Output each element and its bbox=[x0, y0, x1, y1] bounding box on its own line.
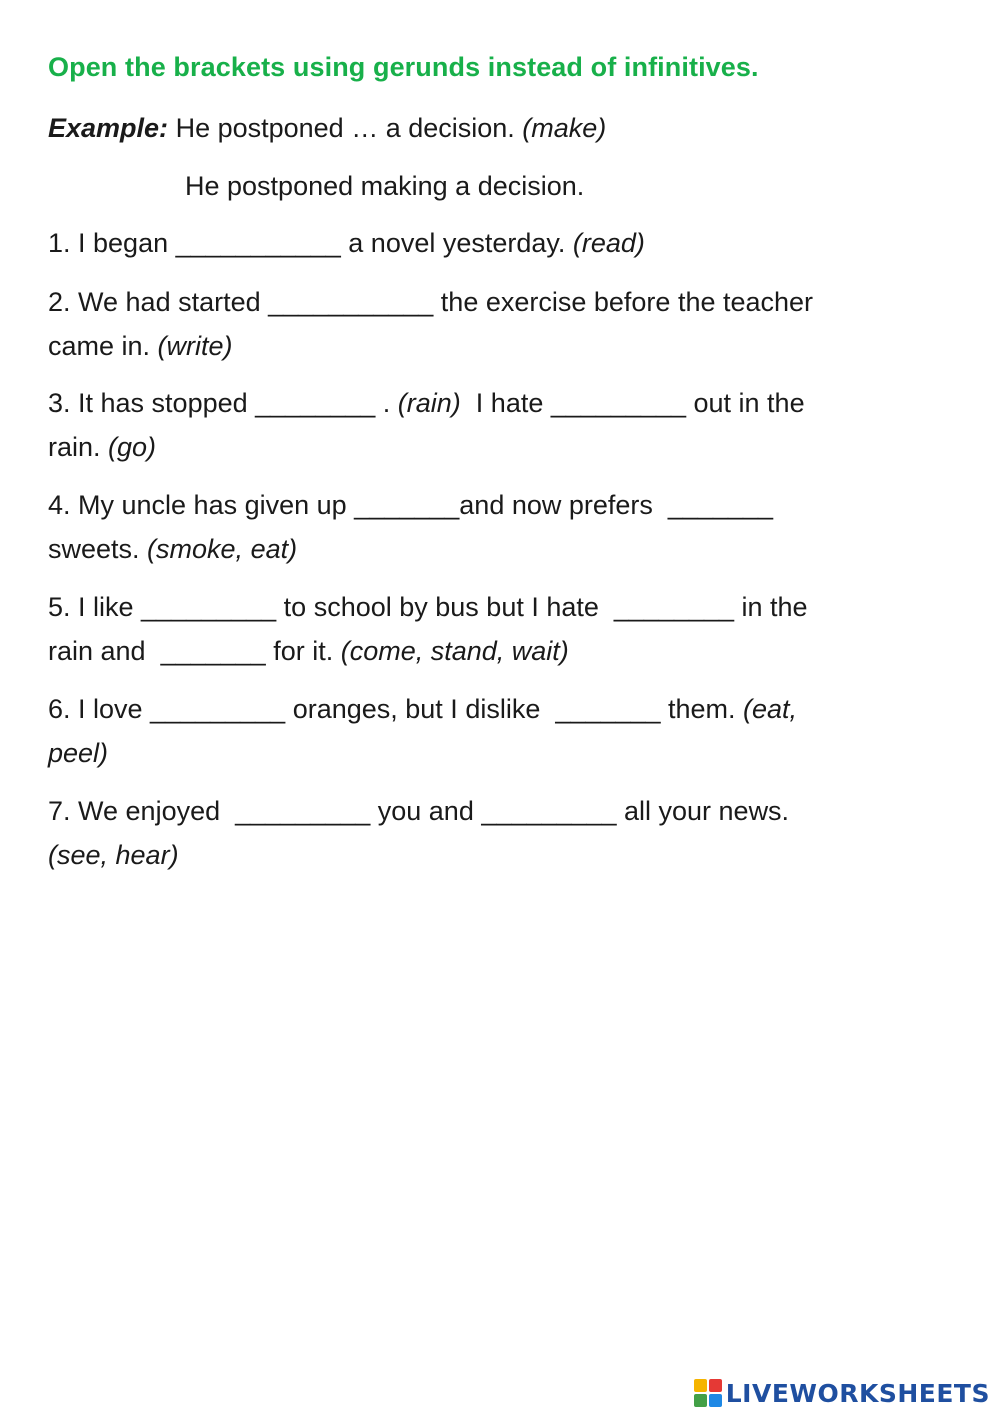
item-row bbox=[48, 527, 928, 571]
item-row bbox=[48, 221, 928, 265]
logo-square-blue bbox=[709, 1394, 722, 1407]
item-text[interactable]: 2. We had started ___________ the exercise before the teacher bbox=[48, 287, 814, 317]
item-row bbox=[48, 324, 928, 368]
item-text-continued[interactable]: I hate _________ out in the bbox=[460, 388, 805, 418]
item-hint: (come, stand, wait) bbox=[340, 636, 569, 666]
item-row bbox=[48, 687, 928, 731]
brand-name: LIVEWORKSHEETS bbox=[725, 1378, 990, 1408]
item-row bbox=[48, 381, 928, 425]
exercise-item-7 bbox=[48, 789, 928, 877]
item-text[interactable]: 4. My uncle has given up _______and now prefers _______ bbox=[48, 490, 774, 520]
item-row bbox=[48, 280, 928, 324]
item-hint: (eat, bbox=[743, 694, 798, 724]
item-row bbox=[48, 425, 928, 469]
item-text[interactable]: 6. I love _________ oranges, but I dislike _______ them. bbox=[48, 694, 743, 724]
item-text: sweets. bbox=[48, 534, 148, 564]
item-hint: peel) bbox=[48, 738, 109, 768]
example-line bbox=[48, 106, 606, 150]
item-row bbox=[48, 833, 928, 877]
example-answer: He postponed making a decision. bbox=[185, 171, 585, 201]
exercise-item-3 bbox=[48, 381, 928, 469]
item-hint: (see, hear) bbox=[48, 840, 179, 870]
exercise-item-2 bbox=[48, 280, 928, 368]
item-hint: (write) bbox=[157, 331, 233, 361]
exercise-item-1 bbox=[48, 221, 928, 265]
item-text: came in. bbox=[48, 331, 158, 361]
item-text[interactable]: 5. I like _________ to school by bus but I hate ________ in the bbox=[48, 592, 808, 622]
item-text[interactable]: 3. It has stopped ________ . bbox=[48, 388, 398, 418]
logo-square-green bbox=[694, 1394, 707, 1407]
example-label: Example: bbox=[48, 113, 169, 143]
example-sentence: He postponed … a decision. bbox=[168, 113, 523, 143]
item-text: rain. bbox=[48, 432, 109, 462]
liveworksheets-logo-icon bbox=[694, 1379, 722, 1407]
item-row bbox=[48, 629, 928, 673]
item-text[interactable]: rain and _______ for it. bbox=[48, 636, 341, 666]
item-row bbox=[48, 789, 928, 833]
item-hint: (go) bbox=[108, 432, 157, 462]
logo-square-red bbox=[709, 1379, 722, 1392]
example-hint: (make) bbox=[522, 113, 607, 143]
liveworksheets-brand bbox=[694, 1376, 990, 1410]
item-hint: (smoke, eat) bbox=[147, 534, 298, 564]
item-text[interactable]: 7. We enjoyed _________ you and _________ all your news. bbox=[48, 796, 790, 826]
exercise-item-4 bbox=[48, 483, 928, 571]
item-row bbox=[48, 483, 928, 527]
exercise-item-6 bbox=[48, 687, 928, 775]
item-hint: (rain) bbox=[397, 388, 461, 418]
item-hint: (read) bbox=[572, 228, 645, 258]
instruction-heading: Open the brackets using gerunds instead of infinitives. bbox=[48, 52, 759, 82]
item-row bbox=[48, 731, 928, 775]
item-text[interactable]: 1. I began ___________ a novel yesterday. bbox=[48, 228, 573, 258]
item-row bbox=[48, 585, 928, 629]
exercise-item-5 bbox=[48, 585, 928, 673]
logo-square-yellow bbox=[694, 1379, 707, 1392]
